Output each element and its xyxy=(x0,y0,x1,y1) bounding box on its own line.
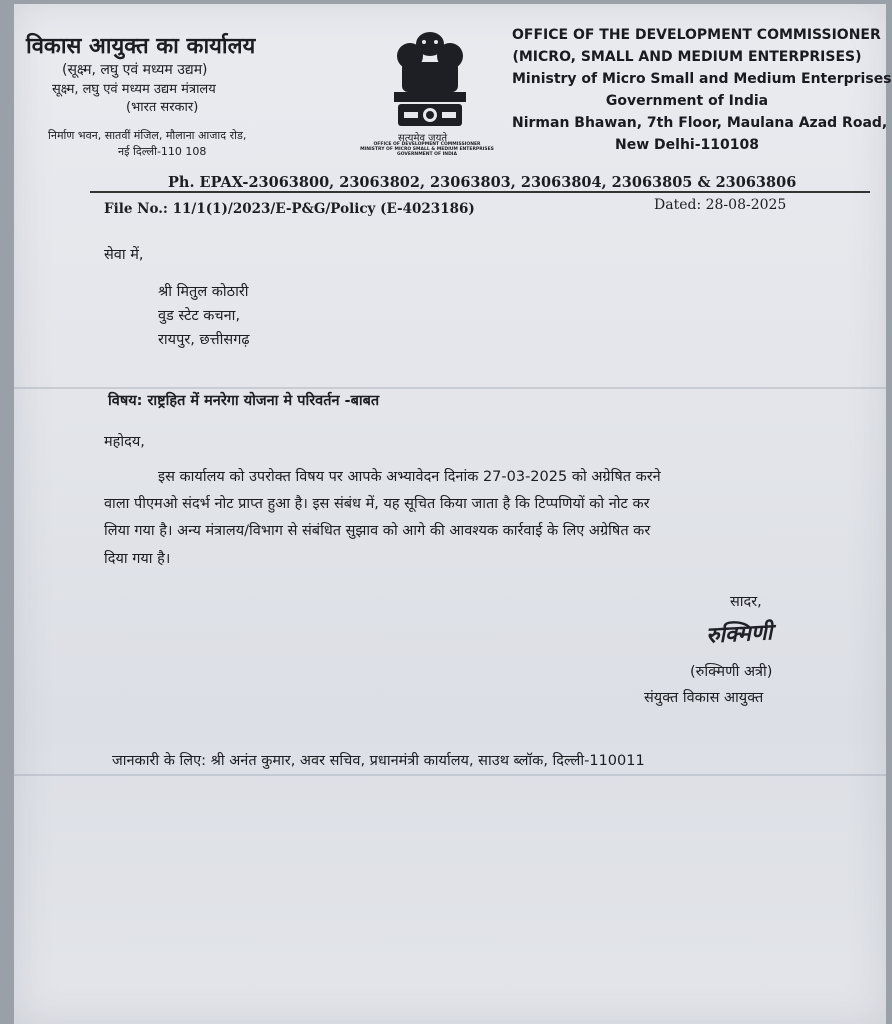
letter-date: Dated: 28-08-2025 xyxy=(654,197,787,213)
copy-to: जानकारी के लिए: श्री अनंत कुमार, अवर सचिव, प्रधानमंत्री कार्यालय, साउथ ब्लॉक, दिल्ली-110011 xyxy=(112,753,645,769)
national-emblem-icon xyxy=(384,26,476,130)
salutation-to: सेवा में, xyxy=(104,247,144,263)
paper-fold xyxy=(14,387,886,389)
signatory-name: (रुक्मिणी अत्री) xyxy=(690,664,773,680)
hindi-address-2: नई दिल्ली-110 108 xyxy=(118,145,207,158)
body-line-2: वाला पीएमओ संदर्भ नोट प्राप्त हुआ है। इस संबंध में, यह सूचित किया जाता है कि टिप्पणियों को नोट कर xyxy=(104,496,650,512)
hindi-address-1: निर्माण भवन, सातवीं मंजिल, मौलाना आजाद रोड, xyxy=(48,129,247,142)
header-rule xyxy=(90,191,870,193)
paper-fold xyxy=(14,774,886,776)
english-letterhead: OFFICE OF THE DEVELOPMENT COMMISSIONER (MICRO, SMALL AND MEDIUM ENTERPRISES) Ministry of Micro Small and Medium Enterprises Government of India Nirman Bhawan, 7th Floor, Maulana Azad Road, New Delhi-110108 xyxy=(512,27,892,153)
greeting: महोदय, xyxy=(104,434,145,450)
body-line-4: दिया गया है। xyxy=(104,551,171,567)
hindi-line-1: (सूक्ष्म, लघु एवं मध्यम उद्यम) xyxy=(62,62,208,78)
recipient-address-1: वुड स्टेट कचना, xyxy=(158,308,241,324)
hindi-line-3: (भारत सरकार) xyxy=(126,100,199,115)
emblem-caption: OFFICE OF DEVELOPMENT COMMISSIONER MINISTRY OF MICRO SMALL & MEDIUM ENTERPRISES GOVERNMENT OF INDIA xyxy=(360,142,494,157)
hindi-line-2: सूक्ष्म, लघु एवं मध्यम उद्यम मंत्रालय xyxy=(52,82,216,97)
signatory-designation: संयुक्त विकास आयुक्त xyxy=(644,690,764,706)
closing: सादर, xyxy=(730,594,762,610)
body-line-1: इस कार्यालय को उपरोक्त विषय पर आपके अभ्यावेदन दिनांक 27-03-2025 को अग्रेषित करने xyxy=(158,469,661,485)
signature: रुक्मिणी xyxy=(705,620,773,649)
body-line-3: लिया गया है। अन्य मंत्रालय/विभाग से संबंधित सुझाव को आगे की आवश्यक कार्रवाई के लिए अग्रेषित कर xyxy=(104,523,651,539)
recipient-name: श्री मितुल कोठारी xyxy=(158,284,249,300)
subject-line: विषय: राष्ट्रहित में मनरेगा योजना मे परिवर्तन -बाबत xyxy=(108,393,380,409)
phone-numbers: Ph. EPAX-23063800, 23063802, 23063803, 23063804, 23063805 & 23063806 xyxy=(168,174,797,191)
recipient-address-2: रायपुर, छत्तीसगढ़ xyxy=(158,332,250,348)
emblem-motto: सत्यमेव जयते xyxy=(398,133,448,144)
hindi-office-title: विकास आयुक्त का कार्यालय xyxy=(26,34,256,59)
file-number: File No.: 11/1(1)/2023/E-P&G/Policy (E-4023186) xyxy=(104,201,475,217)
